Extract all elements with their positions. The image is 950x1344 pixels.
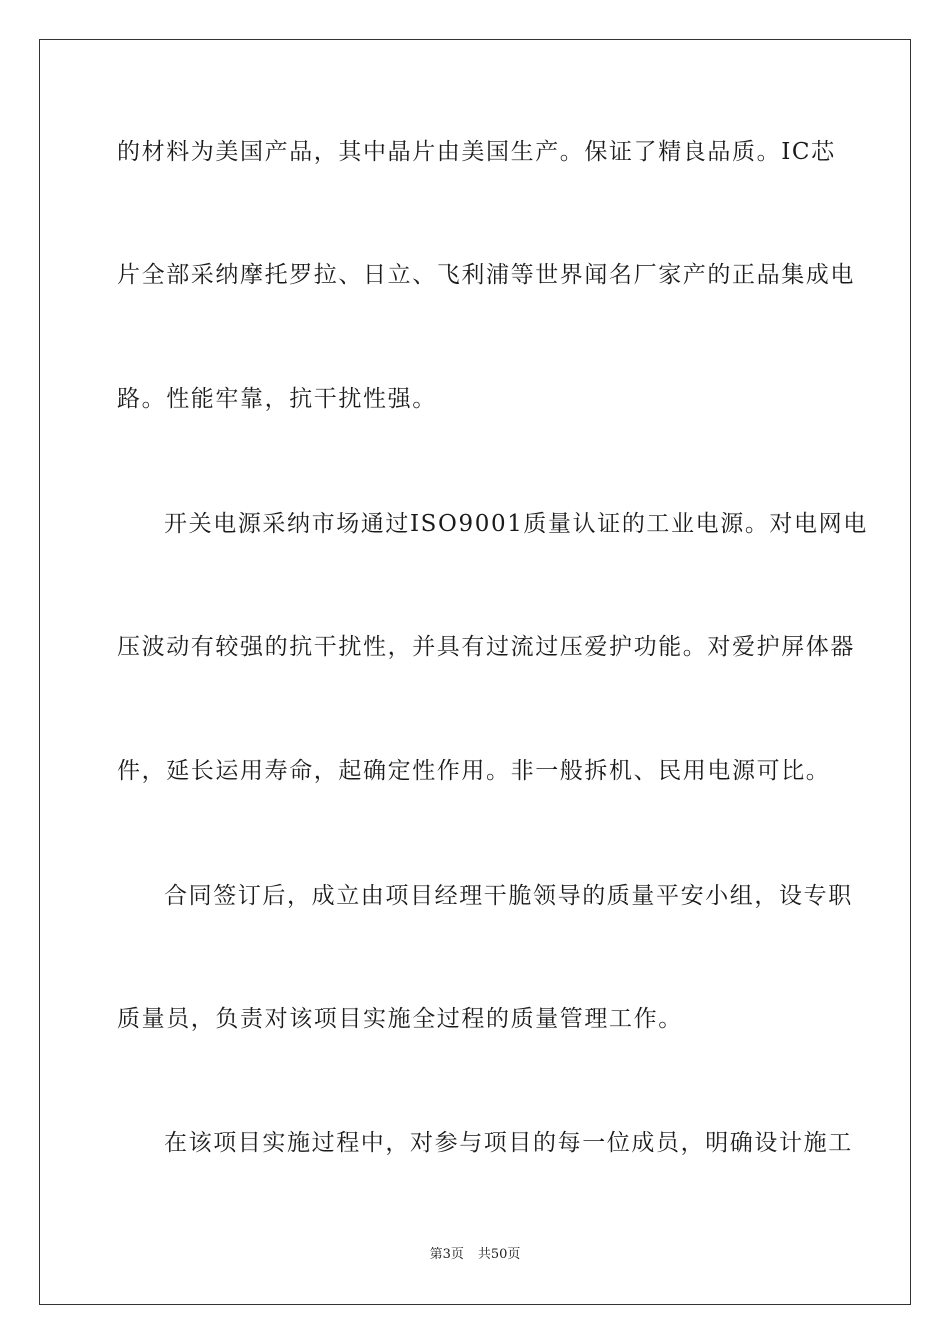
text-line: 片全部采纳摩托罗拉、日立、飞利浦等世界闻名厂家产的正品集成电 (117, 262, 855, 288)
text-line: 质量员，负责对该项目实施全过程的质量管理工作。 (117, 1006, 683, 1032)
page-total: 共50页 (477, 1247, 521, 1262)
text-line: 路。性能牢靠，抗干扰性强。 (117, 386, 437, 412)
page-number: 第3页 (429, 1247, 464, 1262)
page-footer (0, 1246, 950, 1264)
text-line: 的材料为美国产品，其中晶片由美国生产。保证了精良品质。IC芯 (117, 139, 836, 165)
paragraph-first-line: 合同签订后，成立由项目经理干脆领导的质量平安小组，设专职 (164, 883, 853, 909)
text-line: 压波动有较强的抗干扰性，并具有过流过压爱护功能。对爱护屏体器 (117, 634, 855, 660)
paragraph-first-line: 开关电源采纳市场通过ISO9001质量认证的工业电源。对电网电 (164, 511, 868, 537)
text-line: 件，延长运用寿命，起确定性作用。非一般拆机、民用电源可比。 (117, 758, 831, 784)
page-border (39, 39, 911, 1305)
paragraph-first-line: 在该项目实施过程中，对参与项目的每一位成员，明确设计施工 (164, 1130, 853, 1156)
